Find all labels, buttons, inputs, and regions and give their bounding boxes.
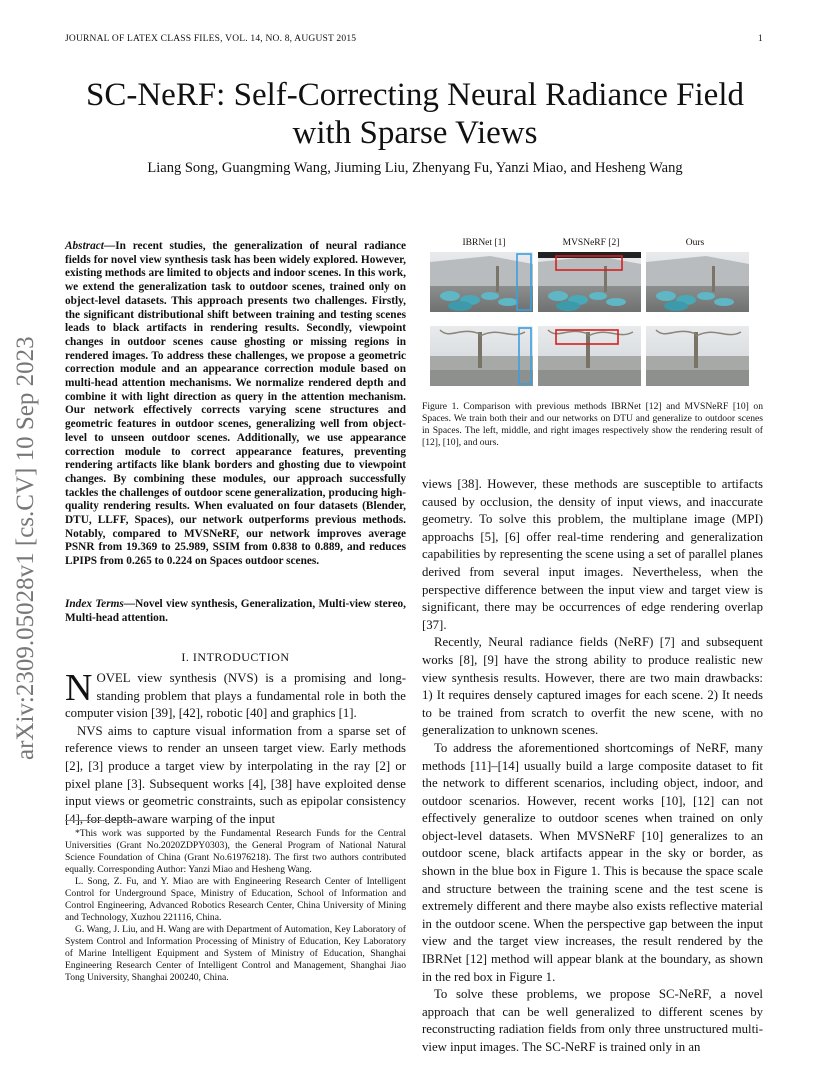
running-header: JOURNAL OF LATEX CLASS FILES, VOL. 14, NO. 8, AUGUST 2015 (65, 34, 357, 44)
right-paragraph-1: views [38]. However, these methods are susceptible to artifacts caused by occlusion, the density of input views, and inaccurate geometry. To solve this problem, the multiplane image (MPI) approachs [5], [6] offer real-time rendering and generalization capabilities by representing the scene using a set of parallel planes derived from several input images. Nevertheless, when the perspective difference between the input view and target view is significant, there may be occurrences of edge rendering overlap [37]. (422, 477, 763, 632)
footnote-divider (65, 820, 135, 821)
drop-cap: N (65, 667, 93, 709)
abstract-text: —In recent studies, the generalization of neural radiance fields for novel view synthesis task has been widely explored. However, existing methods are limited to objects and indoor scenes. In this work, we extend the generalization task to outdoor scenes, trained only on object-level datasets. This approach presents two challenges. Firstly, the significant distributional shift between training and testing scenes leads to black artifacts in rendering results. Secondly, viewpoint changes in outdoor scenes cause ghosting or missing regions in rendered images. To address these challenges, we propose a geometric correction module and an appearance correction module based on multi-head attention mechanisms. We normalize rendered depth and combine it with light direction as query in the attention mechanism. Our network effectively corrects varying scene structures and geometric features in outdoor scenes, generalizing well from object-level to unseen outdoor scenes. Additionally, we use appearance correction module to correct appearance features, preventing rendering artifacts like blank borders and ghosting due to viewpoint changes. By combining these modules, our approach successfully tackles the challenges of outdoor scene generalization, producing high-quality rendering results. When evaluated on four datasets (Blender, DTU, LLFF, Spaces), our network outperforms previous methods. Notably, compared to MVSNeRF, our network improves average PSNR from 19.369 to 25.989, SSIM from 0.838 to 0.889, and reduces LPIPS from 0.265 to 0.224 on Spaces outdoor scenes. (65, 240, 406, 568)
footnote-affiliation-2: G. Wang, J. Liu, and H. Wang are with Department of Automation, Key Laboratory of System Control and Information Processing of Ministry of Education, Key Laboratory of Marine Intelligent Equipment and System of Ministry of Education, Shanghai Engineering Research Center of Intelligent Control and Management, Shanghai Jiao Tong University, Shanghai 200240, China. (65, 924, 406, 983)
right-paragraph-2: Recently, Neural radiance fields (NeRF) [7] and subsequent works [8], [9] have the strong ability to produce realistic new view synthesis results. However, there are two main drawbacks: 1) It requires densely captured images for each scene. 2) It needs to be trained from scratch to overfit the new scene, with no generalization to unknown scenes. (422, 635, 763, 738)
right-column-body (422, 476, 763, 1057)
index-terms (65, 598, 406, 625)
page-number: 1 (758, 34, 763, 44)
figure-label-ibrnet: IBRNet [1] (462, 238, 506, 248)
title-line-1: SC-NeRF: Self-Correcting Neural Radiance Field (85, 77, 745, 113)
author-list: Liang Song, Guangming Wang, Jiuming Liu, Zhenyang Fu, Yanzi Miao, and Hesheng Wang (147, 160, 683, 176)
footnote-affiliation-1: L. Song, Z. Fu, and Y. Miao are with Engineering Research Center of Intelligent Control for Underground Space, Ministry of Education, School of Information and Control Engineering, Advanced Robotics Research Center, China University of Mining and Technology, Xuzhou 221116, China. (65, 876, 406, 923)
paper-title (60, 76, 770, 152)
figure-label-mvsnerf: MVSNeRF [2] (562, 238, 620, 248)
figure-label-ours: Ours (685, 238, 705, 248)
figure-caption: Figure 1. Comparison with previous methods IBRNet [12] and MVSNeRF [10] on Spaces. We train both their and our networks on DTU and generalize to outdoor scenes in Spaces. The left, middle, and right images respectively show the rendering result of [12], [10], and ours. (422, 401, 763, 448)
right-paragraph-3: To address the aforementioned shortcomings of NeRF, many methods [11]–[14] usually build a large composite dataset to fit the network to different scenarios, including object, indoor, and outdoor scenarios. However, recent works [10], [12] can not effectively generalize to outdoor scenes when trained on only object-level datasets. When MVSNeRF [10] generalizes to an outdoor scene, black artifacts appear in the sky or border, as shown in the blue box in Figure 1. This is because the space scale and structure between the training scene and the test scene is extremely different and there maybe also exists reflective material in the outdoor scene. When the perspective gap between the input view and the target view increases, the result rendered by the IBRNet [12] method will appear blank at the boundary, as shown in the red box in Figure 1. (422, 740, 763, 984)
intro-body (65, 667, 406, 828)
footnote-funding: *This work was supported by the Fundamental Research Funds for the Central Universities (Grant No.2020ZDPY0303), the General Program of National Natural Science Foundation of China (Grant No.61976218). The first two authors contributed equally. Corresponding Author: Yanzi Miao and Hesheng Wang. (65, 828, 406, 875)
section-heading: I. INTRODUCTION (181, 650, 290, 664)
footnotes (65, 828, 406, 984)
intro-paragraph-1-text: OVEL view synthesis (NVS) is a promising and long-standing problem that plays a fundamental role in both the computer vision [39], [42], robotic [40] and graphics [1]. (65, 671, 406, 721)
index-terms-text: —Novel view synthesis, Generalization, Multi-view stereo, Multi-head attention. (65, 598, 406, 624)
figure-comparison-images (430, 252, 760, 392)
abstract-label: Abstract (65, 240, 104, 252)
right-paragraph-4: To solve these problems, we propose SC-NeRF, a novel approach that can be well generalized to different scenes by reconstructing radiation fields from only three unstructured multi-view input images. The SC-NeRF is trained only in an (422, 987, 763, 1054)
intro-paragraph-1 (65, 667, 406, 723)
abstract (65, 240, 406, 569)
title-line-2: with Sparse Views (292, 115, 538, 151)
arxiv-stamp: arXiv:2309.05028v1 [cs.CV] 10 Sep 2023 (12, 336, 39, 760)
index-terms-label: Index Terms (65, 598, 124, 610)
intro-paragraph-2: NVS aims to capture visual information from a sparse set of reference views to render an unseen target view. Early methods [2], [3] produce a target view by interpolating in the ray [2] or pixel plane [3]. Subsequent works [4], [38] have exploited dense input views or geometric constraints, such as epipolar consistency [4], for depth-aware warping of the input (65, 723, 406, 826)
